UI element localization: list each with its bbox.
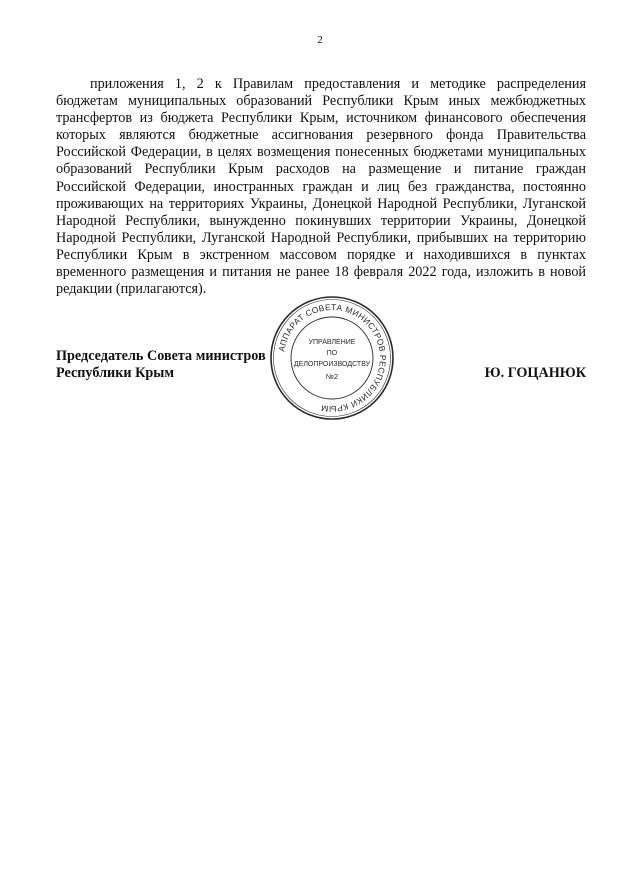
seal-center-line1: УПРАВЛЕНИЕ xyxy=(308,339,356,346)
body-paragraph: приложения 1, 2 к Правилам предоставления и методике распределения бюджетам муниципальных образований Республики Крым иных межбюджетных трансфертов из бюджета Республики Крым, источником финансового обеспечения которых являются бюджетные ассигнования резервного фонда Правительства Российской Федерации, в целях возмещения понесенных бюджетами муниципальных образований Республики Крым расходов на размещение и питание граждан Российской Федерации, иностранных граждан и лиц без гражданства, постоянно проживающих на территориях Украины, Донецкой Народной Республики, Луганской Народной Республики, вынужденно покинувших территории Украины, Донецкой Народной Республики, Луганской Народной Республики, прибывших на территорию Республики Крым в экстренном массовом порядке и находившихся в пунктах временного размещения и питания не ранее 18 февраля 2022 года, изложить в новой редакции (прилагаются). xyxy=(56,76,586,298)
signatory-name: Ю. ГОЦАНЮК xyxy=(484,365,586,381)
official-seal-stamp xyxy=(268,294,396,422)
signatory-position xyxy=(56,348,266,382)
seal-center-line4: №2 xyxy=(325,372,339,381)
seal-center-line2: ПО xyxy=(326,350,338,357)
signatory-position-line1: Председатель Совета министров xyxy=(56,348,266,364)
signatory-position-line2: Республики Крым xyxy=(56,365,175,381)
seal-ring-text: АППАРАТ СОВЕТА МИНИСТРОВ РЕСПУБЛИКИ КРЫМ xyxy=(276,301,389,415)
seal-graphic xyxy=(268,294,396,422)
page-number: 2 xyxy=(317,34,323,46)
seal-center-line3: ДЕЛОПРОИЗВОДСТВУ xyxy=(293,361,371,368)
